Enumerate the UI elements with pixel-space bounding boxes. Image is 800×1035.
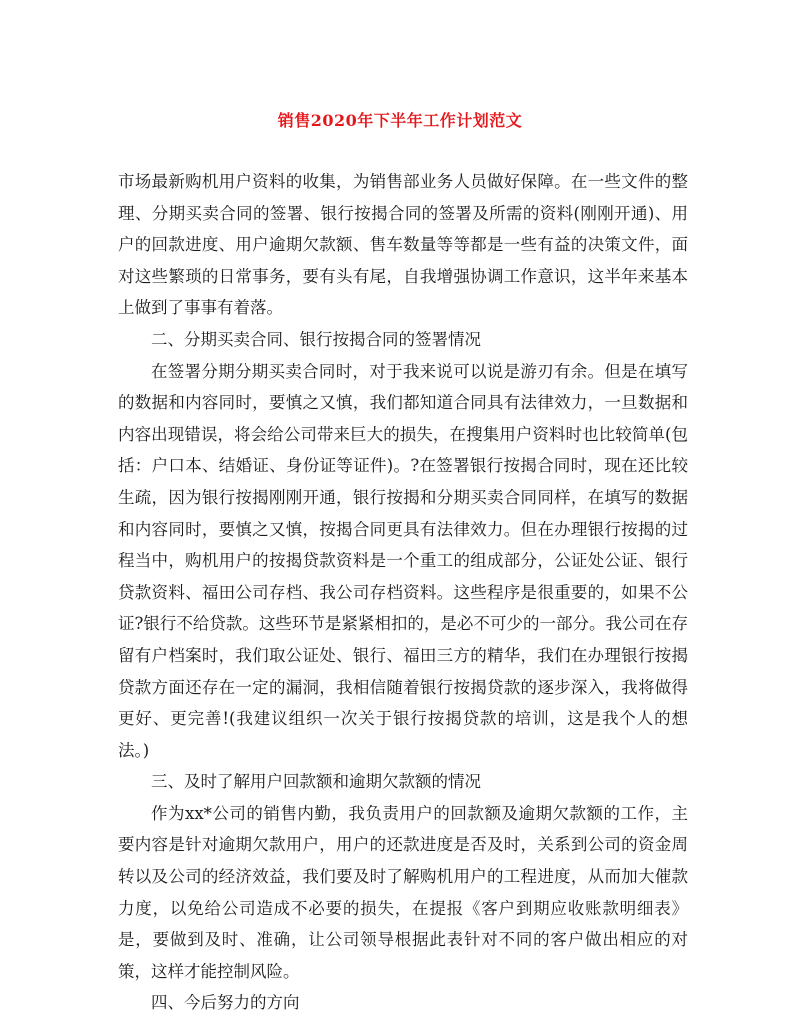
section-heading-3: 三、及时了解用户回款额和逾期欠款额的情况 <box>151 772 481 792</box>
section-heading-4: 四、今后努力的方向 <box>151 993 300 1013</box>
paragraph-intro: 市场最新购机用户资料的收集，为销售部业务人员做好保障。在一些文件的整理、分期买卖合同的签署、银行按揭合同的签署及所需的资料(刚刚开通)、用户的回款进度、用户逾期欠款额、售车数量等等都是一些有益的决策文件，面对这些繁琐的日常事务，要有头有尾，自我增强协调工作意识，这半年来基本上做到了事事有着落。 <box>118 172 688 318</box>
paragraph-payments: 作为xx*公司的销售内勤，我负责用户的回款额及逾期欠款额的工作，主要内容是针对逾期欠款用户，用户的还款进度是否及时，关系到公司的资金周转以及公司的经济效益，我们要及时了解购机用户的工程进度，从而加大催款力度，以免给公司造成不必要的损失，在提报《客户到期应收账款明细表》是，要做到及时、准确，让公司领导根据此表针对不同的客户做出相应的对策，这样才能控制风险。 <box>118 803 688 981</box>
document-body <box>118 166 688 1019</box>
paragraph-contracts: 在签署分期分期买卖合同时，对于我来说可以说是游刃有余。但是在填写的数据和内容同时，要慎之又慎，我们都知道合同具有法律效力，一旦数据和内容出现错误，将会给公司带来巨大的损失，在搜集用户资料时也比较简单(包括：户口本、结婚证、身份证等证件)。?在签署银行按揭合同时，现在还比较生疏，因为银行按揭刚刚开通，银行按揭和分期买卖合同同样，在填写的数据和内容同时，要慎之又慎，按揭合同更具有法律效力。但在办理银行按揭的过程当中，购机用户的按揭贷款资料是一个重工的组成部分，公证处公证、银行贷款资料、福田公司存档、我公司存档资料。这些程序是很重要的，如果不公证?银行不给贷款。这些环节是紧紧相扣的，是必不可少的一部分。我公司在存留有户档案时，我们取公证处、银行、福田三方的精华，我们在办理银行按揭贷款方面还存在一定的漏洞，我相信随着银行按揭贷款的逐步深入，我将做得更好、更完善!(我建议组织一次关于银行按揭贷款的培训，这是我个人的想法。) <box>118 361 688 760</box>
section-heading-2: 二、分期买卖合同、银行按揭合同的签署情况 <box>151 329 481 349</box>
document-title: 销售2020年下半年工作计划范文 <box>277 111 523 130</box>
